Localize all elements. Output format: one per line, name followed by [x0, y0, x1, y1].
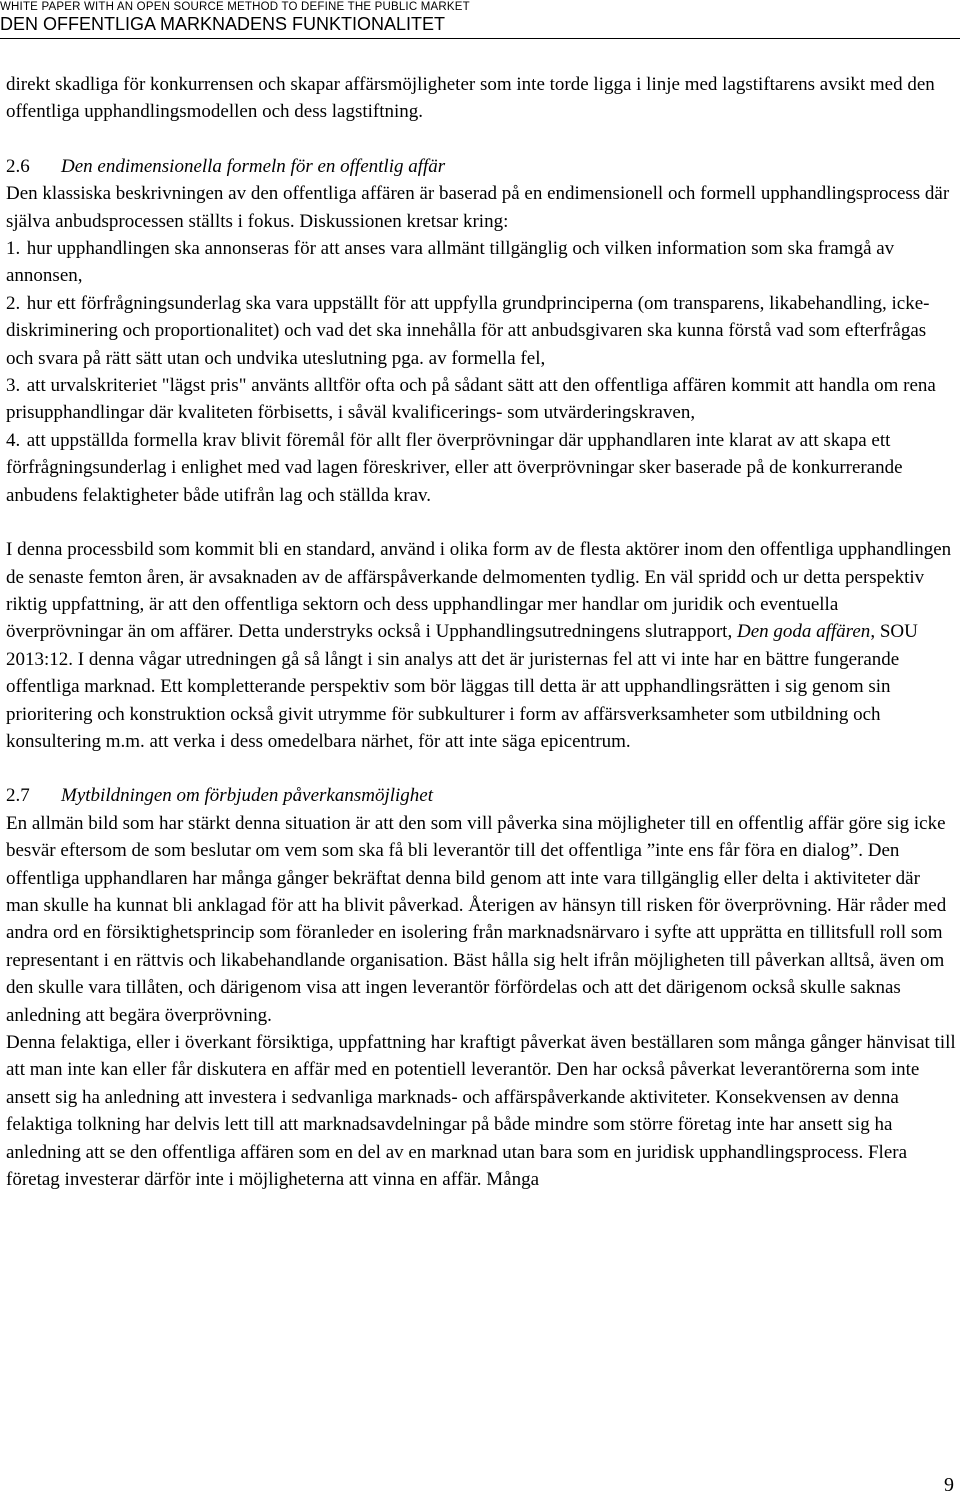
list-item-number: 4.: [6, 429, 21, 451]
section-2-7-paragraph: En allmän bild som har stärkt denna situation är att den som vill påverka sina möjligheter till en offentlig affär göre sig icke besvär eftersom de som beslutar om vem som ska få bli leverantör till det offentliga ”inte ens får föra en dialog”. Den offentliga upphandlaren har många gånger bekräftat denna bild genom att inte vara tillgänglig eller delta i aktiviteter där man skulle ha kunnat bli anklagad för att ha blivit påverkad. Återigen av hänsyn till risken för överprövning. Här råder med andra ord en försiktighetsprincip som föranleder en isolering från marknadsnärvaro i syfte att upprätta en tillitsfull roll som representant i en rättvis och likabehandlande organisation. Bäst hålla sig helt ifrån möjligheten till påverkan alltså, även om den skulle vara tillåten, och därigenom visa att ingen leverantör förfördelas och att det därigenom också skulle saknas anledning att begära överprövning.: [6, 812, 947, 1026]
spacer: [6, 126, 956, 153]
header-title: DEN OFFENTLIGA MARKNADENS FUNKTIONALITET: [0, 14, 446, 34]
list-item-number: 3.: [6, 375, 21, 397]
list-item-text: att urvalskriteriet "lägst pris" använts alltför ofta och på sådant sätt att den offentliga affären kommit att handla om rena prisupphandlingar där kvaliteten förbisetts, i såväl kvalificerings- som utvärderingskraven,: [6, 375, 936, 424]
section-heading-2-7: [6, 782, 956, 809]
report-title-italic: Den goda affären: [736, 621, 871, 643]
section-number: 2.6: [6, 155, 30, 177]
page-number: 9: [944, 1474, 954, 1496]
spacer: [6, 755, 956, 782]
section-title: Den endimensionella formeln för en offentlig affär: [61, 155, 446, 177]
list-item: [6, 427, 956, 509]
intro-paragraph: direkt skadliga för konkurrensen och skapar affärsmöjligheter som inte torde ligga i linje med lagstiftarens avsikt med den offentliga upphandlingsmodellen och dess lagstiftning.: [6, 74, 935, 123]
paragraph-text: I denna processbild som kommit bli en standard, använd i olika form av de flesta aktörer inom den offentliga upphandlingen de senaste femton åren, är avsaknaden av de affärspåverkande delmomenten tydlig. En väl spridd och ur detta perspektiv riktig uppfattning, är att den offentliga sektorn och dess upphandlingar mer handlar om juridik och eventuella överprövningar än om affärer. Detta understryks också i Upphandlingsutredningens slutrapport,: [6, 539, 952, 643]
section-2-7-paragraph: Denna felaktiga, eller i överkant försiktiga, uppfattning har kraftigt påverkat även beställaren som många gånger hänvisat till att man inte kan eller får diskutera en affär med en potentiell leverantör. Den har också påverkat leverantörerna som inte ansett sig ha anledning att investera i sedvanliga marknads- och affärspåverkande aktiviteter. Konsekvensen av denna felaktiga tolkning har delvis lett till att marknadsavdelningar på både mindre som större företag inte har ansett sig ha anledning att se den offentliga affären som en del av en marknad utan bara som en juridisk upphandlingsprocess. Flera företag investerar därför inte i möjligheterna att vinna en affär. Många: [6, 1032, 956, 1191]
section-2-6-paragraph: [6, 536, 956, 755]
list-item: [6, 235, 956, 290]
list-item-number: 2.: [6, 292, 21, 314]
paragraph-text: , SOU 2013:12. I denna vågar utredningen gå så långt i sin analys att det är juristernas fel att vi inte har en bättre fungerande offentliga marknad. Ett kompletterande perspektiv som bör läggas till detta är att upphandlingsrätten i sig genom sin prioritering och konstruktion också givit utrymme för subkulturer i form av affärsverksamheter som utbildning och konsultering m.m. att verka i dess omedelbara närhet, för att inte säga epicentrum.: [6, 621, 918, 752]
document-body: [6, 71, 956, 1193]
list-item-text: att uppställda formella krav blivit föremål för allt fler överprövningar där upphandlaren inte klarat av att skapa ett förfrågningsunderlag i enlighet med vad lagen föreskriver, eller att överprövningar sker baserade på de konkurrerande anbudens felaktigheter både utifrån lag och ställda krav.: [6, 429, 903, 506]
section-heading-2-6: [6, 153, 956, 180]
list-item: [6, 290, 956, 372]
spacer: [6, 509, 956, 536]
list-item-text: hur upphandlingen ska annonseras för att anses vara allmänt tillgänglig och vilken information som ska framgå av annonsen,: [6, 238, 895, 287]
list-item: [6, 372, 956, 427]
section-number: 2.7: [6, 785, 30, 807]
section-title: Mytbildningen om förbjuden påverkansmöjlighet: [61, 785, 434, 807]
section-2-6-lead: Den klassiska beskrivningen av den offentliga affären är baserad på en endimensionell och formell upphandlingsprocess där själva anbudsprocessen ställts i fokus. Diskussionen kretsar kring:: [6, 183, 950, 232]
header-subtitle: WHITE PAPER WITH AN OPEN SOURCE METHOD TO DEFINE THE PUBLIC MARKET: [0, 1, 470, 13]
header-rule: [0, 38, 960, 39]
list-item-text: hur ett förfrågningsunderlag ska vara uppställt för att uppfylla grundprinciperna (om transparens, likabehandling, icke-diskriminering och proportionalitet) och vad det ska innehålla för att anbudsgivaren ska kunna förstå vad som efterfrågas och svara på rätt sätt utan och undvika uteslutning pga. av formella fel,: [6, 292, 930, 369]
list-item-number: 1.: [6, 238, 21, 260]
